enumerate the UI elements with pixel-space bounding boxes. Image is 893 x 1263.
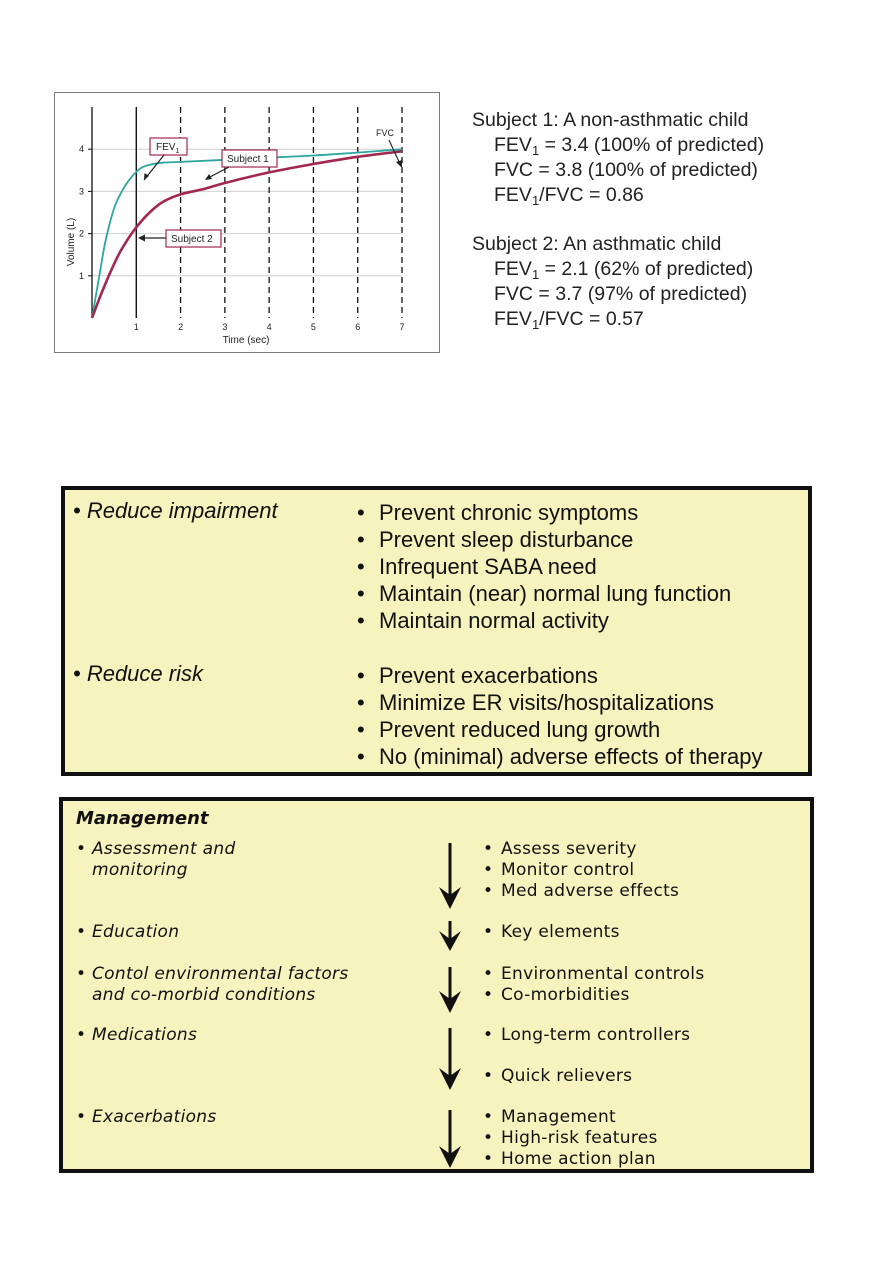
subject1-callout bbox=[205, 150, 277, 180]
fev1-callout-sub: 1 bbox=[175, 148, 180, 155]
risk-item: • Minimize ER visits/hospitalizations bbox=[355, 689, 763, 716]
mgmt-right-exacerbations bbox=[481, 1107, 658, 1170]
impairment-list bbox=[355, 499, 731, 634]
mgmt-left-assessment: • Assessment and monitoring bbox=[76, 839, 236, 880]
impairment-item: • Maintain (near) normal lung function bbox=[355, 580, 731, 607]
down-arrow-icon bbox=[437, 967, 463, 1013]
list-item: • Med adverse effects bbox=[481, 881, 679, 902]
therapy-goals-box bbox=[61, 486, 812, 776]
subjects-summary bbox=[472, 108, 872, 332]
y-tick-label: 4 bbox=[78, 144, 84, 155]
fvc-callout bbox=[376, 128, 402, 168]
list-item: • Quick relievers bbox=[481, 1066, 690, 1087]
list-item: • Monitor control bbox=[481, 860, 679, 881]
spirometry-chart bbox=[54, 92, 440, 353]
subject2-callout-text: Subject 2 bbox=[171, 234, 213, 245]
risk-item: • Prevent reduced lung growth bbox=[355, 716, 763, 743]
list-item: • Environmental controls bbox=[481, 964, 704, 985]
y-axis-label: Volume (L) bbox=[66, 217, 77, 267]
mgmt-left-medications: • Medications bbox=[76, 1025, 198, 1045]
y-tick-label: 1 bbox=[78, 270, 84, 281]
subject-2-fvc: FVC = 3.7 (97% of predicted) bbox=[494, 283, 748, 305]
list-item: • Key elements bbox=[481, 922, 620, 943]
subject-2-block bbox=[472, 232, 872, 332]
y-tick-label: 2 bbox=[78, 228, 84, 239]
mgmt-right-assessment bbox=[481, 839, 679, 902]
mgmt-left-education: • Education bbox=[76, 922, 180, 942]
x-tick-label: 7 bbox=[399, 322, 405, 332]
impairment-item: • Prevent sleep disturbance bbox=[355, 526, 731, 553]
risk-item: • Prevent exacerbations bbox=[355, 662, 763, 689]
down-arrow-icon bbox=[437, 921, 463, 951]
risk-item: • No (minimal) adverse effects of therapy bbox=[355, 743, 763, 770]
mgmt-left-environment: • Contol environmental factors and co-morbid conditions bbox=[76, 964, 349, 1005]
subject-1-fvc: FVC = 3.8 (100% of predicted) bbox=[494, 159, 758, 181]
down-arrow-icon bbox=[437, 843, 463, 909]
mgmt-left-exacerbations: • Exacerbations bbox=[76, 1107, 217, 1127]
x-tick-label: 4 bbox=[266, 322, 272, 332]
risk-list bbox=[355, 662, 763, 770]
subject-1-title: Subject 1: A non-asthmatic child bbox=[472, 109, 749, 131]
subject1-callout-text: Subject 1 bbox=[227, 154, 269, 165]
reduce-impairment-label: • Reduce impairment bbox=[73, 498, 278, 523]
down-arrow-icon bbox=[437, 1028, 463, 1090]
subject-1-ratio: $FEV_1$/FVC = 0.86 bbox=[494, 184, 644, 208]
fev1-callout-text: FEV bbox=[156, 142, 176, 153]
list-item: • Management bbox=[481, 1107, 658, 1128]
down-arrow-icon bbox=[437, 1110, 463, 1168]
management-box bbox=[59, 797, 814, 1173]
subject-1-block bbox=[472, 108, 872, 208]
subject-2-title: Subject 2: An asthmatic child bbox=[472, 233, 722, 255]
impairment-item: • Maintain normal activity bbox=[355, 607, 731, 634]
mgmt-right-medications bbox=[481, 1025, 690, 1087]
management-title: Management bbox=[76, 808, 209, 829]
reduce-risk-label: • Reduce risk bbox=[73, 661, 203, 686]
x-tick-label: 6 bbox=[355, 322, 361, 332]
list-item: • Home action plan bbox=[481, 1149, 658, 1170]
subject2-callout bbox=[138, 230, 221, 247]
x-tick-label: 1 bbox=[133, 322, 139, 332]
subject-2-ratio: $FEV_1$/FVC = 0.57 bbox=[494, 308, 644, 332]
fvc-callout-text: FVC bbox=[376, 128, 394, 138]
x-axis-label: Time (sec) bbox=[222, 335, 270, 346]
list-item: • Co-morbidities bbox=[481, 985, 704, 1006]
subject-2-fev1: $FEV_1 = 2.1$ (62% of predicted) bbox=[494, 258, 754, 282]
x-tick-label: 5 bbox=[310, 322, 316, 332]
x-tick-label: 2 bbox=[178, 322, 184, 332]
mgmt-right-education bbox=[481, 922, 620, 943]
subject-1-fev1: $FEV_1 = 3.4$ (100% of predicted) bbox=[494, 134, 765, 158]
list-item: • High-risk features bbox=[481, 1128, 658, 1149]
list-item: • Assess severity bbox=[481, 839, 679, 860]
list-item: • Long-term controllers bbox=[481, 1025, 690, 1046]
mgmt-right-environment bbox=[481, 964, 704, 1006]
x-tick-label: 3 bbox=[222, 322, 228, 332]
y-tick-label: 3 bbox=[78, 186, 84, 197]
series-line-subject-2 bbox=[92, 151, 402, 318]
impairment-item: • Prevent chronic symptoms bbox=[355, 499, 731, 526]
impairment-item: • Infrequent SABA need bbox=[355, 553, 731, 580]
